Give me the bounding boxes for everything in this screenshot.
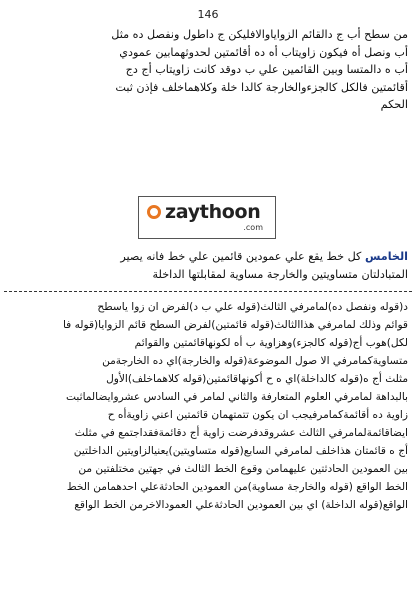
logo-tld: .com <box>243 223 263 232</box>
text-line: زاوية ده أقائمةكمامرفيجب ان يكون تتمتهمان قائمتين اعني زاويةأه ح <box>107 409 408 421</box>
text-line: الخط الواقع (قوله والخارجة مساوية)من العمودين الحادثةعلي احدهمامن الخط <box>66 481 408 493</box>
text-line: ايضاقائمةلمامرفي الثالث عشروقدفرضت زاوية أج دقائمةفقداجتمع في مثلث <box>74 427 408 439</box>
text-line: بين العمودين الحادثتين عليهمامن وقوع الخط الثالث في جهتين مختلفتين من <box>78 463 408 475</box>
middle-paragraph <box>8 248 408 284</box>
text-line <box>8 248 408 266</box>
watermark-logo <box>138 196 276 239</box>
section-lead: الخامس <box>364 250 408 263</box>
text-line: الحكم <box>380 98 408 112</box>
text-line: لكل)هوب أج(قوله كالجزء)وهزاوية ب أه لكونهاقائمتين والقوائم <box>134 337 408 349</box>
text-line: مثلث أج ه(قوله كالداخلة)اي ه ح أكونهاقائمتين(قوله كلاهماخلف)الأول <box>106 373 408 385</box>
text-line: من سطح أب ج دالقائم الزواياوالافليكن ج داطول ونفصل ده مثل <box>111 28 408 41</box>
text-line: أب ونصل أه فيكون زاويتاب أه ده أقائمتين لحدوثهمابين عمودي <box>119 45 408 59</box>
text-line: متساويةكمامرفي الا صول الموضوعة(قوله والخارجة)اي ده الخارجةمن <box>102 355 408 367</box>
top-paragraph <box>8 26 408 114</box>
bottom-paragraph <box>8 298 408 514</box>
text-line: أقائمتين فالكل كالجزءوالخارجة كالدا خلة وكلاهماخلف فإذن ثبت <box>115 80 408 94</box>
text-line: أج ه قائمتان هذاخلف لمامرفي السابع(قوله متساويتين)يعنيالزاويتين الداخلتين <box>73 445 408 457</box>
text-line: المتبادلتان متساويتين والخارجة مساوية لمقابلتها الداخلة <box>152 268 408 281</box>
text-fragment: كل خط يقع علي عمودين قائمين علي خط فانه يصير <box>120 250 362 263</box>
text-line: أب ه دالمتسا وبين القائمين علي ب دوقد كانت زاويتاب أج دج <box>125 63 408 77</box>
text-line: د(قوله ونفصل ده)لمامرفي الثالث(قوله علي ب د)لفرض ان زوا ياسطح <box>97 301 408 313</box>
dashed-divider <box>4 291 412 292</box>
text-line: قوائم وذلك لمامرفي هذاالثالث(قوله قائمتين)لفرض السطح قائم الزوايا(قوله فا <box>62 319 408 331</box>
logo-name: zaythoon <box>165 201 261 223</box>
logo-ring-icon <box>147 205 161 219</box>
text-line: بالبداهة لمامرفي العلوم المتعارفة والثاني لمامر في السادس عشروايضالماثبت <box>66 391 408 403</box>
text-line: الواقع(قوله الداخلة) اي بين العمودين الحادثةعلي العمودالاخرمن الخط الواقع <box>74 499 408 511</box>
page-number: 146 <box>197 8 219 21</box>
